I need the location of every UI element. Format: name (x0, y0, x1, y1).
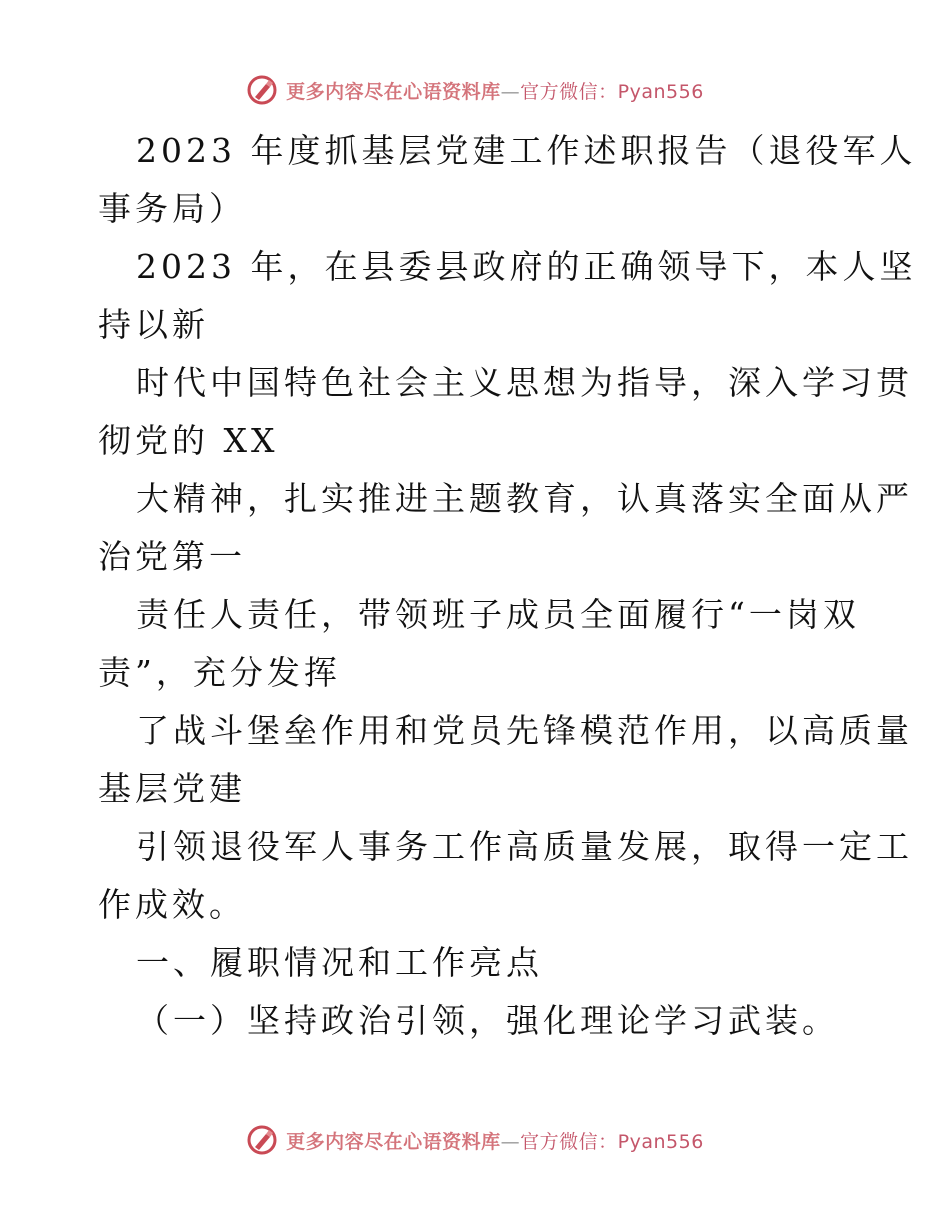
header-watermark (0, 70, 950, 110)
watermark-brand: 更多内容尽在心语资料库 (286, 1130, 501, 1153)
document-title-line-1: 2023 年度抓基层党建工作述职报告（退役军人 (136, 131, 917, 170)
paragraph-line: 2023 年，在县委县政府的正确领导下，本人坚 (136, 247, 917, 286)
footer-watermark (0, 1120, 950, 1160)
document-title-line-2: 事务局） (98, 189, 246, 228)
watermark-brand: 更多内容尽在心语资料库 (286, 80, 501, 103)
watermark-separator: — (500, 1130, 521, 1153)
watermark-wechat: 官方微信：Pyan556 (520, 80, 704, 103)
paragraph-line: 时代中国特色社会主义思想为指导，深入学习贯 (136, 363, 913, 402)
pen-nib-circle-icon (246, 74, 278, 106)
section-heading: 一、履职情况和工作亮点 (136, 943, 543, 982)
paragraph-line: 大精神，扎实推进主题教育，认真落实全面从严 (136, 479, 913, 518)
paragraph-line: 持以新 (98, 305, 209, 344)
paragraph-line: 作成效。 (98, 885, 246, 924)
paragraph-line: 责”，充分发挥 (98, 653, 341, 692)
pen-nib-circle-icon (246, 1124, 278, 1156)
paragraph-line: 彻党的 XX (98, 421, 279, 460)
paragraph-line: 了战斗堡垒作用和党员先锋模范作用，以高质量 (136, 711, 913, 750)
paragraph-line: 责任人责任，带领班子成员全面履行“一岗双 (136, 595, 860, 634)
subsection-heading: （一）坚持政治引领，强化理论学习武装。 (136, 1001, 839, 1040)
watermark-wechat: 官方微信：Pyan556 (520, 1130, 704, 1153)
watermark-separator: — (500, 80, 521, 103)
document-body (98, 122, 917, 1050)
paragraph-line: 治党第一 (98, 537, 246, 576)
paragraph-line: 引领退役军人事务工作高质量发展，取得一定工 (136, 827, 913, 866)
paragraph-line: 基层党建 (98, 769, 246, 808)
